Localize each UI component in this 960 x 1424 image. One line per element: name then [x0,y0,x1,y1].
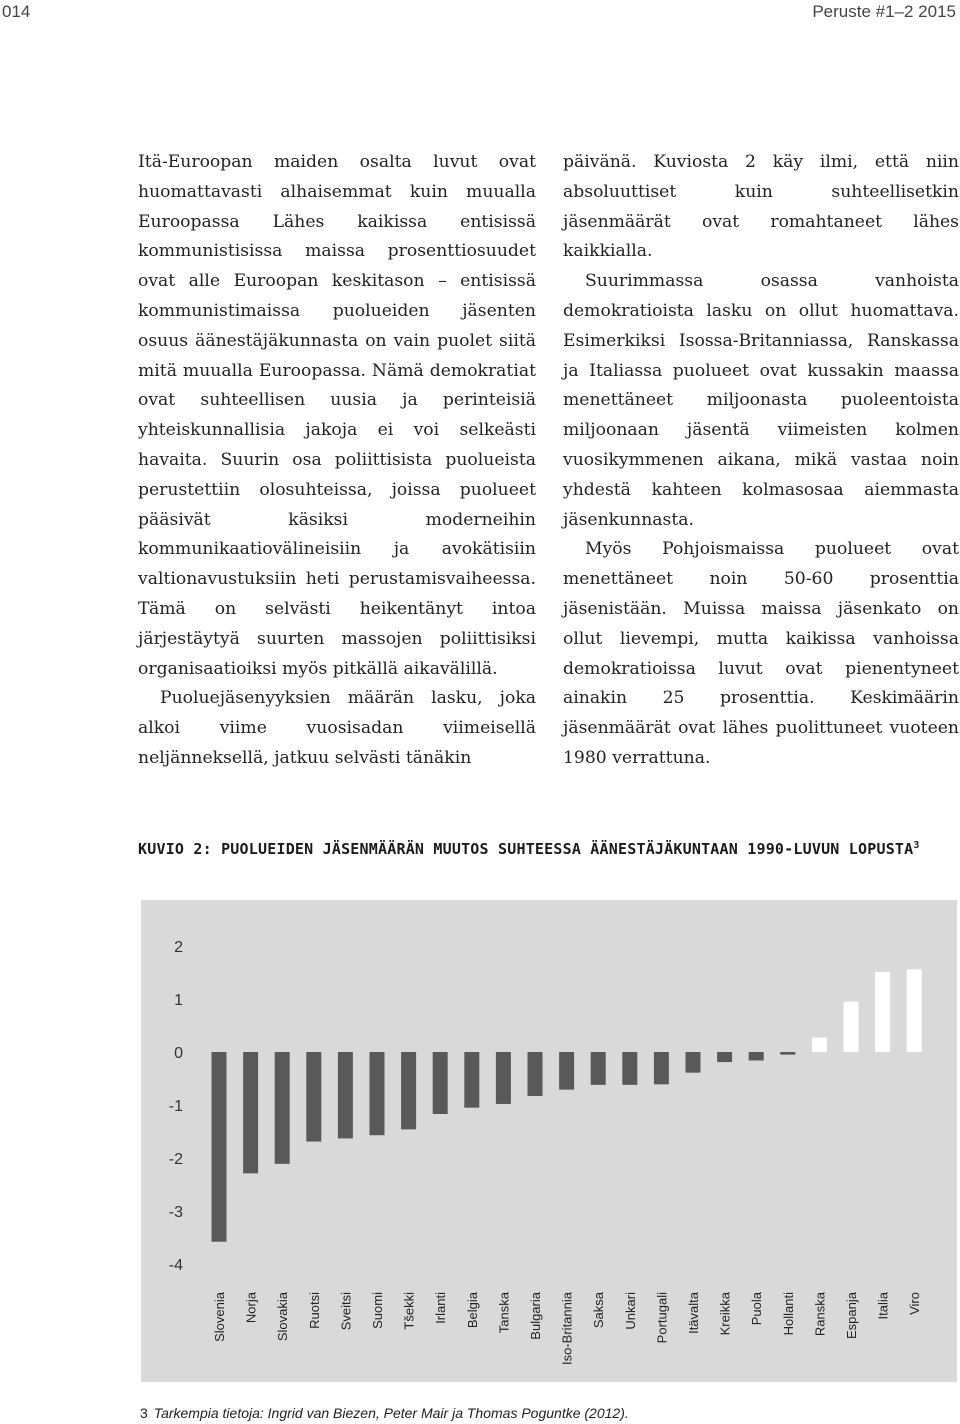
x-tick-label: Tanska [496,1292,512,1334]
footnote-text: Tarkempia tietoja: Ingrid van Biezen, Peter Mair ja Thomas Poguntke (2012). [153,1405,629,1421]
bar-irlanti [433,1052,448,1114]
bar-espanja [844,1002,859,1052]
bar-italia [875,972,890,1052]
x-tick-label: Itävalta [686,1292,701,1334]
bar-unkari [622,1052,637,1085]
x-tick-label: Ranska [812,1292,828,1337]
x-tick-label: Bulgaria [528,1292,543,1340]
x-tick-label: Irlanti [433,1292,449,1324]
x-tick-label: Belgia [464,1292,480,1329]
bar-hollanti [780,1052,795,1055]
bar-saksa [591,1052,606,1085]
bar-puola [749,1052,764,1060]
article-paragraph: Itä-Euroopan maiden osalta luvut ovat huomattavasti alhaisemmat kuin muualla Euroopassa Lähes kaikissa entisissä kommunistisissa maissa prosenttiosuudet ovat alle Euroopan keskitason – entisissä kommunistimaissa puolueiden jäsenten osuus äänestäjäkunnasta on vain puolet siitä mitä muualla Euroopassa. Nämä demokratiat ovat suhteellisen uusia ja perinteisiä yhteiskunnallisia jakoja ei voi selkeästi havaita. Suurin osa poliittisista puolueista perustettiin olosuhteissa, joissa puolueet pääsivät käsiksi moderneihin kommunikaatiovälineisiin ja avokätisiin valtionavustuksiin heti perustamisvaiheessa. Tämä on selvästi heikentänyt intoa järjestäytyä suurten massojen poliittisiksi organisaatioiksi myös pitkällä aikavälillä. [138,152,536,679]
x-tick-label: Saksa [591,1292,607,1329]
bar-t-ekki [401,1052,416,1129]
footnote-number: 3 [140,1405,148,1421]
bar-ranska [812,1038,827,1052]
x-tick-label: Espanja [844,1292,859,1339]
bar-norja [243,1052,258,1173]
x-tick-label: Italia [875,1292,891,1320]
page-number: 014 [2,2,31,21]
bar-tanska [496,1052,511,1104]
y-tick-label: 1 [174,992,183,1009]
x-tick-label: Portugali [654,1292,670,1344]
article-paragraph: päivänä. Kuviosta 2 käy ilmi, että niin absoluuttiset kuin suhteellisetkin jäsenmäärät ovat romahtaneet lähes kaikkialla. [563,152,959,262]
x-tick-label: Ruotsi [306,1292,322,1329]
x-tick-label: Suomi [370,1292,385,1329]
bar-chart [141,900,957,1382]
y-tick-label: 0 [174,1045,183,1062]
x-tick-label: Sveitsi [338,1292,354,1331]
bar-kreikka [717,1052,732,1062]
x-tick-label: Slovakia [275,1292,291,1342]
bar-suomi [370,1052,385,1135]
bar-it-valta [686,1052,701,1073]
x-tick-label: Unkari [622,1292,638,1330]
bar-ruotsi [306,1052,321,1142]
bar-portugali [654,1052,669,1084]
article-column-left [138,148,536,774]
x-tick-label: Viro [907,1292,923,1315]
bar-slovakia [275,1052,290,1164]
article-paragraph: Myös Pohjoismaissa puolueet ovat menettäneet noin 50-60 prosenttia jäsenistään. Muissa maissa jäsenkato on ollut lievempi, mutta kaikissa vanhoissa demokratioissa luvut ovat pienentyneet ainakin 25 prosenttia. Keskimäärin jäsenmäärät ovat lähes puolittuneet vuoteen 1980 verrattuna. [563,539,959,768]
publication-issue: Peruste #1–2 2015 [812,2,956,21]
article-paragraph: Suurimmassa osassa vanhoista demokratioista lasku on ollut huomattava. Esimerkiksi Isossa-Britanniassa, Ranskassa ja Italiassa puolueet ovat kussakin maassa menettäneet miljoonasta puoleentoista miljoonaan jäsentä viimeisten kolmen vuosikymmenen aikana, mikä vastaa noin yhdestä kahteen kolmasosaa aiemmasta jäsenkunnasta. [563,271,959,530]
x-tick-label: Kreikka [717,1292,733,1336]
y-tick-label: -4 [168,1257,183,1274]
footnote [140,1405,940,1421]
figure-title [138,836,938,859]
x-tick-label: Norja [243,1292,259,1324]
y-tick-label: -2 [168,1151,183,1168]
y-tick-label: -3 [168,1204,183,1221]
bar-sveitsi [338,1052,353,1138]
figure-title-text: KUVIO 2: PUOLUEIDEN JÄSENMÄÄRÄN MUUTOS SUHTEESSA ÄÄNESTÄJÄKUNTAAN 1990-LUVUN LOPUSTA [138,840,914,858]
x-tick-label: Tšekki [401,1292,417,1330]
x-tick-label: Slovenia [212,1292,227,1342]
chart-panel [141,900,957,1382]
y-tick-label: 2 [174,939,183,956]
bar-bulgaria [528,1052,543,1096]
bar-viro [907,969,922,1052]
article-paragraph: Puoluejäsenyyksien määrän lasku, joka alkoi viime vuosisadan viimeisellä neljänneksellä, jatkuu selvästi tänäkin [138,688,536,768]
bar-belgia [464,1052,479,1108]
bar-slovenia [212,1052,227,1242]
figure-title-footnote-ref: 3 [913,840,920,851]
x-tick-label: Hollanti [780,1292,796,1336]
bar-iso-britannia [559,1052,574,1090]
article-column-right [563,148,959,774]
x-tick-label: Iso-Britannia [559,1292,575,1365]
y-tick-label: -1 [168,1098,183,1115]
x-tick-label: Puola [749,1292,765,1326]
